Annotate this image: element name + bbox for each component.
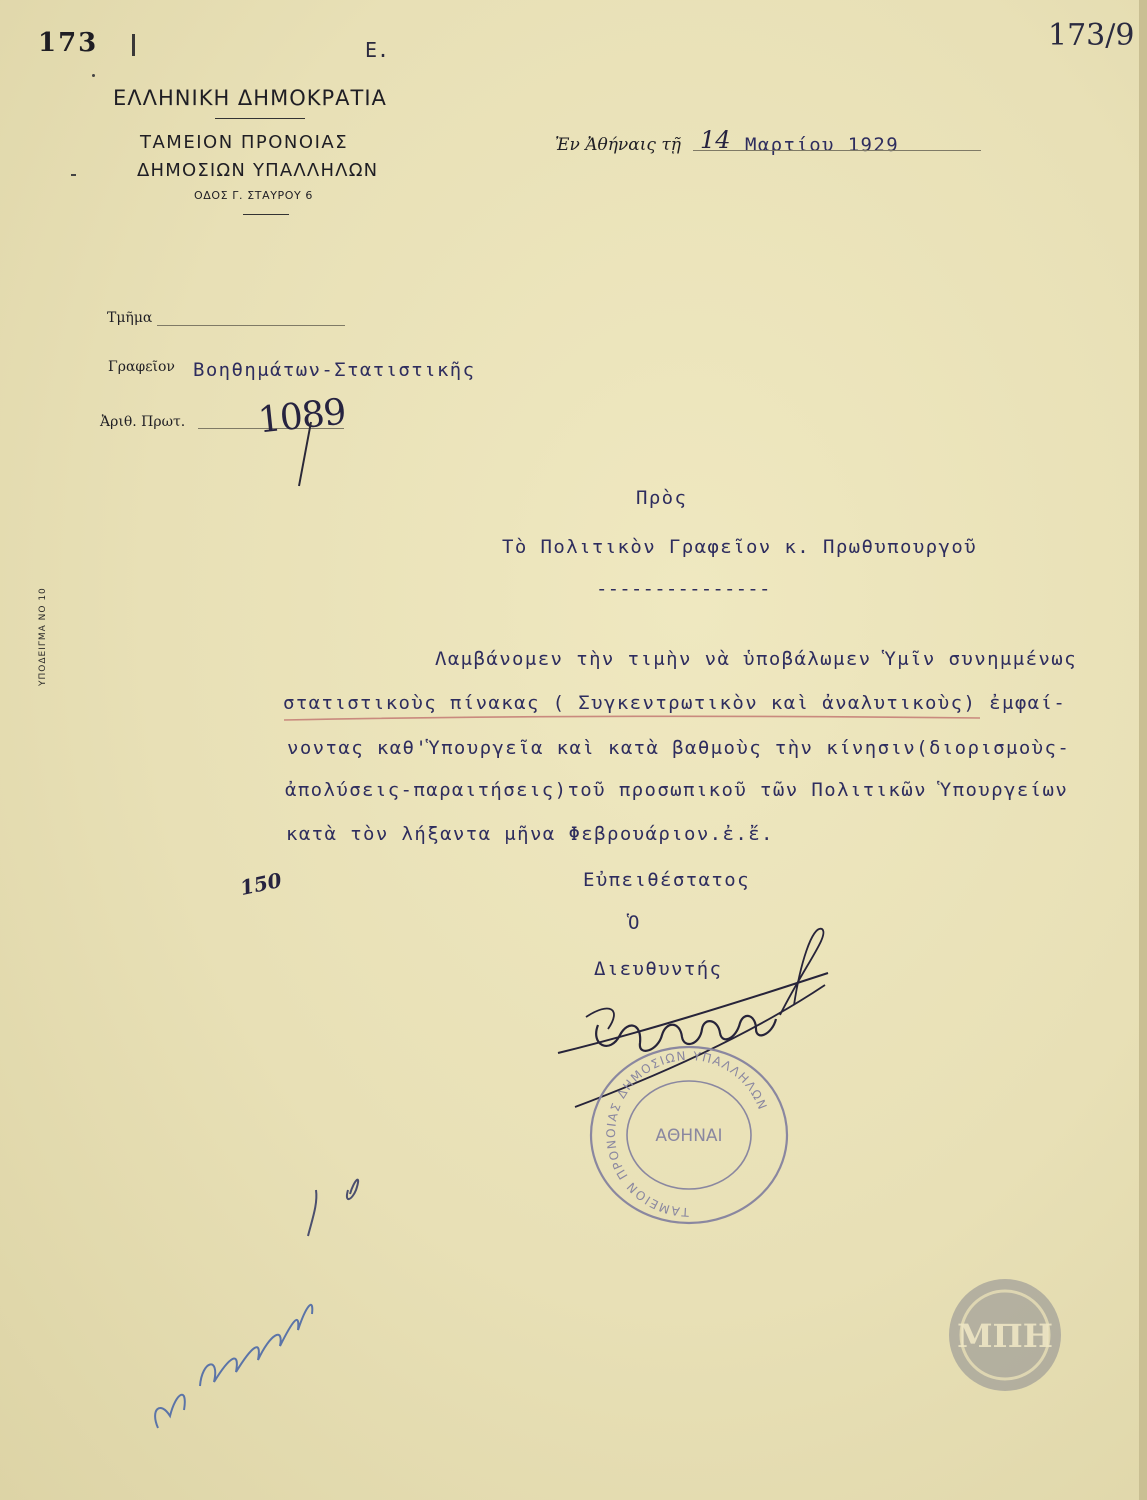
- ink-dot: [92, 74, 95, 77]
- closing-salutation: Εὐπειθέστατος: [583, 869, 750, 891]
- body-line-3: νοντας καθ'Ὑπουργεῖα καὶ κατὰ βαθμοὺς τὴν κίνησιν(διορισμοὺς-: [287, 737, 1071, 759]
- fund-address: ΟΔΟΣ Γ. ΣΤΑΥΡΟΥ 6: [194, 189, 314, 202]
- svg-text:ΤΑΜΕΙΟΝ ΠΡΟΝΟΙΑΣ ΔΗΜΟΣΙΩΝ ΥΠΑΛ: ΤΑΜΕΙΟΝ ΠΡΟΝΟΙΑΣ ΔΗΜΟΣΙΩΝ ΥΠΑΛΛΗΛΩΝ: [603, 1048, 770, 1220]
- margin-note: 150: [237, 867, 284, 901]
- red-pencil-underline: [282, 712, 982, 726]
- protocol-stroke: [295, 420, 315, 490]
- body-line-2: στατιστικοὺς πίνακας ( Συγκεντρωτικὸν καὶ ἀναλυτικοὺς) ἐμφαί-: [283, 692, 1067, 714]
- body-line-4: ἀπολύσεις-παραιτήσεις)τοῦ προσωπικοῦ τῶν Πολιτικῶν Ὑπουργείων: [285, 779, 1069, 801]
- date-rule: [693, 150, 981, 151]
- fund-name-line2: ΔΗΜΟΣΙΩΝ ΥΠΑΛΛΗΛΩΝ: [137, 160, 379, 181]
- recipient-name: Τὸ Πολιτικὸν Γραφεῖον κ. Πρωθυπουργοῦ: [502, 536, 978, 558]
- date-day-handwritten: 14: [700, 126, 731, 154]
- closing-title: Διευθυντής: [594, 958, 723, 980]
- archive-logo: [945, 1275, 1065, 1395]
- serial-number: 173: [38, 28, 99, 58]
- form-model-label: ΥΠΟΔΕΙΓΜΑ ΝΟ 10: [38, 587, 48, 686]
- protocol-number-handwritten: 1089: [256, 391, 348, 442]
- body-line-5: κατὰ τὸν λήξαντα μῆνα Φεβρουάριον.ἐ.ἔ.: [286, 823, 774, 845]
- protocol-label: Ἀριθ. Πρωτ.: [100, 414, 186, 430]
- address-divider: [243, 214, 289, 215]
- letterhead-divider: [215, 118, 305, 119]
- date-month-year: Μαρτίου 1929: [745, 134, 900, 156]
- svg-text:ΜΠΗ: ΜΠΗ: [957, 1317, 1053, 1355]
- section-rule: [157, 325, 345, 326]
- closing-article: Ὁ: [628, 912, 641, 934]
- blue-pencil-annotation: [140, 1160, 370, 1440]
- page-edge: [1139, 0, 1147, 1500]
- recipient-to: Πρὸς: [636, 487, 688, 509]
- fund-name-line1: ΤΑΜΕΙΟΝ ΠΡΟΝΟΙΑΣ: [140, 132, 349, 153]
- letter-e: E.: [365, 38, 390, 62]
- state-name: ΕΛΛΗΝΙΚΗ ΔΗΜΟΚΡΑΤΙΑ: [113, 86, 387, 110]
- svg-text:ΑΘΗΝΑΙ: ΑΘΗΝΑΙ: [655, 1126, 723, 1146]
- section-label: Τμῆμα: [107, 310, 153, 326]
- ink-dash: [71, 174, 76, 176]
- file-mark: 173/9: [1048, 18, 1135, 53]
- ink-tick: [132, 34, 135, 56]
- office-value: Βοηθημάτων-Στατιστικῆς: [193, 359, 476, 381]
- official-stamp: [586, 1040, 792, 1230]
- date-prefix: Ἐν Ἀθήναις τῇ: [555, 135, 681, 155]
- office-label: Γραφεῖον: [108, 359, 175, 375]
- recipient-separator: ---------------: [596, 578, 771, 600]
- body-line-1: Λαμβάνομεν τὴν τιμὴν νὰ ὑποβάλωμεν Ὑμῖν συνημμένως: [435, 648, 1077, 670]
